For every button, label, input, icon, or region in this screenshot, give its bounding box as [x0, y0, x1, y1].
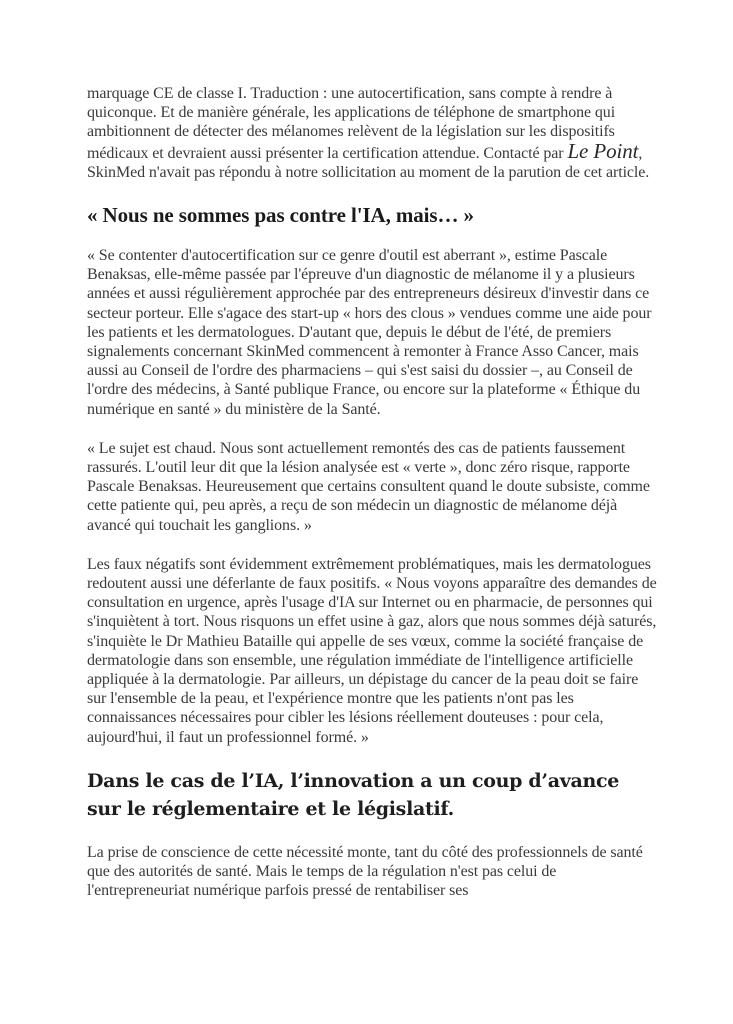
intro-text-before: marquage CE de classe I. Traduction : une autocertification, sans compte à rendre à quiconque. Et de manière générale, les applications de téléphone de smartphone qui ambitionnent de détecter des mélanomes relèvent de la législation sur les dispositifs médicaux et devraient aussi présenter la certification attendue. Contacté par — [87, 85, 616, 162]
body-paragraph: « Se contenter d'autocertification sur ce genre d'outil est aberrant », estime Pascale Benaksas, elle-même passée par l'épreuve d'un diagnostic de mélanome il y a plusieurs années et aussi régulièrement approchée par des entrepreneurs désireux d'investir dans ce secteur porteur. Elle s'agace des start-up « hors des clous » vendues comme une aide pour les patients et les dermatologues. D'autant que, depuis le début de l'été, de premiers signalements concernant SkinMed commencent à remonter à France Asso Cancer, mais aussi au Conseil de l'ordre des pharmaciens – qui s'est saisi du dossier –, au Conseil de l'ordre des médecins, à Santé publique France, ou encore sur la plateforme « Éthique du numérique en santé » du ministère de la Santé. — [87, 247, 652, 418]
publication-name: Le Point — [567, 138, 639, 163]
body-paragraph: La prise de conscience de cette nécessité monte, tant du côté des professionnels de santé que des autorités de santé. Mais le temps de la régulation n'est pas celui de l'entrepreneuriat numérique parfois pressé de rentabiliser ses — [87, 843, 643, 900]
body-paragraph: « Le sujet est chaud. Nous sont actuellement remontés des cas de patients faussement rassurés. L'outil leur dit que la lésion analysée est « verte », donc zéro risque, rapporte Pascale Benaksas. Heureusement que certains consultent quand le doute subsiste, comme cette patiente qui, peu après, a reçu de son médecin un diagnostic de mélanome déjà avancé qui touchait les ganglions. » — [87, 439, 650, 534]
intro-paragraph — [87, 84, 657, 182]
body-paragraph: Les faux négatifs sont évidemment extrêmement problématiques, mais les dermatologues redoutent aussi une déferlante de faux positifs. « Nous voyons apparaître des demandes de consultation en urgence, après l'usage d'IA sur Internet ou en pharmacie, de personnes qui s'inquiètent à tort. Nous risquons un effet usine à gaz, alors que nous sommes déjà saturés, s'inquiète le Dr Mathieu Bataille qui appelle de ses vœux, comme la société française de dermatologie dans son ensemble, une régulation immédiate de l'intelligence artificielle appliquée à la dermatologie. Par ailleurs, un dépistage du cancer de la peau doit se faire sur l'ensemble de la peau, et l'expérience montre que les patients n'ont pas les connaissances nécessaires pour cibler les lésions réellement douteuses : pour cela, aujourd'hui, il faut un professionnel formé. » — [87, 555, 657, 746]
section-heading-quote: « Nous ne sommes pas contre l'IA, mais… » — [87, 203, 474, 228]
section-heading-subtitle: Dans le cas de l’IA, l’innovation a un coup d’avance sur le réglementaire et le législatif. — [87, 769, 620, 820]
article-page — [87, 84, 657, 921]
intro-text-after: , SkinMed n'avait pas répondu à notre sollicitation au moment de la parution de cet article. — [87, 144, 650, 181]
